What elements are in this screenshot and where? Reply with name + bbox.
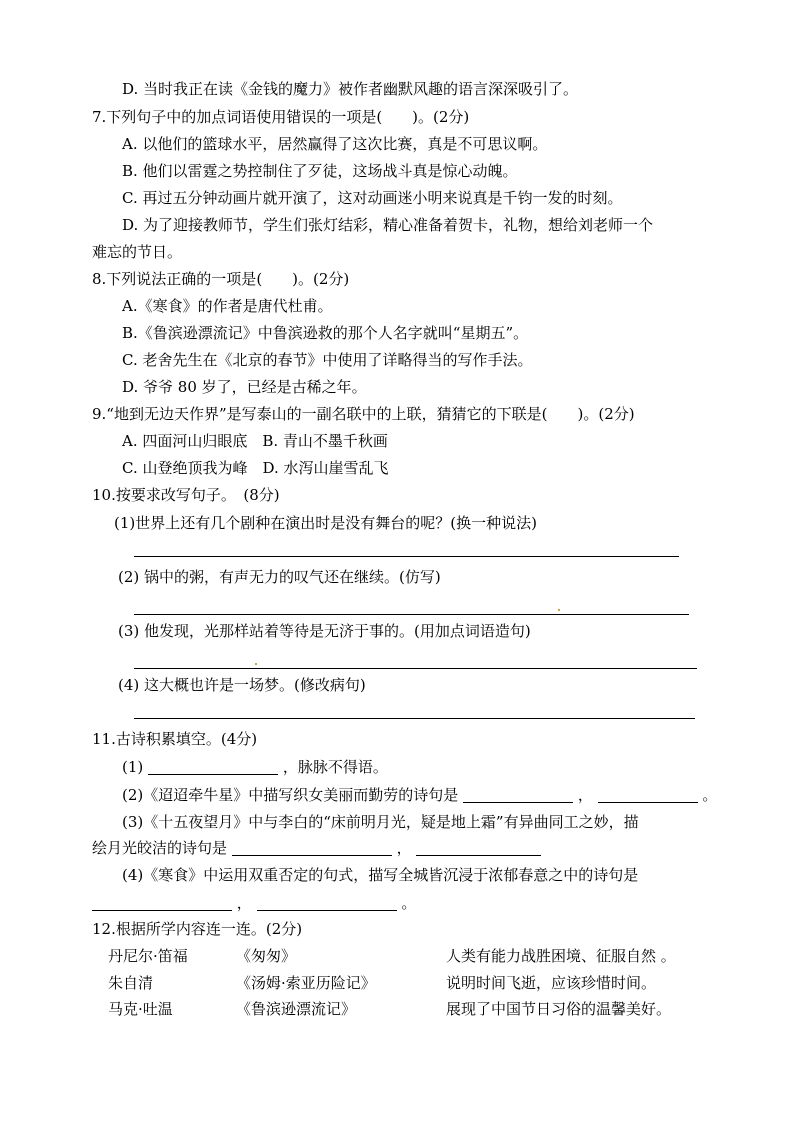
q8-option-c: C. 老舍先生在《北京的春节》中使用了详略得当的写作手法。 — [122, 351, 533, 369]
q11-sub3-line1: (3)《十五夜望月》中与李白的“床前明月光，疑是地上霜”有异曲同工之妙，描 — [122, 813, 639, 831]
q8-option-d: D. 爷爷 80 岁了，已经是古稀之年。 — [122, 378, 367, 396]
q10-sub2: (2) 锅中的粥，有声无力的叹气还在继续。(仿写) — [118, 568, 441, 586]
q12-author-2[interactable]: 朱自清 — [108, 974, 154, 992]
q11-sub3-prefix: 绘月光皎洁的诗句是 — [92, 839, 228, 857]
q10-answer-line-4[interactable] — [134, 718, 695, 719]
q12-author-3[interactable]: 马克·吐温 — [108, 1000, 173, 1018]
q11-blank-1[interactable] — [148, 758, 278, 775]
q11-sub4-line2 — [92, 893, 416, 913]
q10-answer-line-3[interactable] — [134, 668, 697, 669]
q7-option-d-line2: 难忘的节日。 — [92, 243, 183, 261]
q11-period: 。 — [401, 894, 417, 912]
q11-sub2 — [122, 785, 717, 805]
q12-work-1[interactable]: 《匆匆》 — [236, 947, 297, 965]
q10-answer-line-2[interactable] — [134, 614, 689, 615]
q11-blank-3b[interactable] — [416, 839, 541, 856]
q12-author-1[interactable]: 丹尼尔·笛福 — [108, 947, 188, 965]
q7-option-a: A. 以他们的篮球水平，居然赢得了这次比赛，真是不可思议啊。 — [122, 135, 548, 153]
q7-stem: 7.下列句子中的加点词语使用错误的一项是( )。(2分) — [92, 108, 470, 126]
q11-period: 。 — [702, 786, 718, 804]
q10-sub4: (4) 这大概也许是一场梦。(修改病句) — [118, 676, 366, 694]
q11-comma: ， — [396, 839, 412, 857]
q11-sub3-line2 — [92, 838, 541, 858]
q12-theme-1[interactable]: 人类有能力战胜困境、征服自然 。 — [446, 947, 676, 965]
q9-options-ab: A. 四面河山归眼底 B. 青山不墨千秋画 — [122, 432, 388, 450]
q11-blank-2a[interactable] — [463, 786, 573, 803]
q11-blank-4b[interactable] — [257, 894, 397, 911]
q11-comma: ， — [236, 894, 252, 912]
q12-work-3[interactable]: 《鲁滨逊漂流记》 — [236, 1000, 357, 1018]
speck-mark — [255, 663, 257, 665]
q7-option-b: B. 他们以雷霆之势控制住了歹徒，这场战斗真是惊心动魄。 — [122, 162, 518, 180]
q7-option-d-line1: D. 为了迎接教师节，学生们张灯结彩，精心准备着贺卡，礼物，想给刘老师一个 — [122, 216, 654, 234]
speck-mark — [558, 609, 560, 611]
q11-blank-3a[interactable] — [232, 839, 392, 856]
q8-option-b: B.《鲁滨逊漂流记》中鲁滨逊救的那个人名字就叫“星期五”。 — [122, 324, 529, 342]
q8-option-a: A.《寒食》的作者是唐代杜甫。 — [122, 297, 333, 315]
q11-sub4-line1: (4)《寒食》中运用双重否定的句式，描写全城皆沉浸于浓郁春意之中的诗句是 — [122, 866, 639, 884]
q6-option-d: D. 当时我正在读《金钱的魔力》被作者幽默风趣的语言深深吸引了。 — [122, 80, 579, 98]
q10-sub3: (3) 他发现，光那样站着等待是无济于事的。(用加点词语造句) — [118, 622, 531, 640]
q12-stem: 12.根据所学内容连一连。(2分) — [92, 920, 303, 938]
q11-stem: 11.古诗积累填空。(4分) — [92, 730, 258, 748]
q11-blank-4a[interactable] — [92, 894, 232, 911]
q12-theme-2[interactable]: 说明时间飞逝，应该珍惜时间。 — [446, 974, 657, 992]
q11-sub1-suffix: ，脉脉不得语。 — [282, 758, 388, 776]
q8-stem: 8.下列说法正确的一项是( )。(2分) — [92, 270, 350, 288]
q12-theme-3[interactable]: 展现了中国节日习俗的温馨美好。 — [446, 1000, 672, 1018]
q9-stem: 9.“地到无边天作界”是写泰山的一副名联中的上联，猜猜它的下联是( )。(2分) — [92, 405, 635, 423]
q7-option-c: C. 再过五分钟动画片就开演了，这对动画迷小明来说真是千钧一发的时刻。 — [122, 189, 623, 207]
q11-sub1 — [122, 757, 388, 777]
q11-sub1-prefix: (1) — [122, 758, 144, 776]
q12-work-2[interactable]: 《汤姆·索亚历险记》 — [236, 974, 376, 992]
q10-answer-line-1[interactable] — [134, 556, 679, 557]
q11-sub2-prefix: (2)《迢迢牵牛星》中描写织女美丽而勤劳的诗句是 — [122, 786, 459, 804]
q10-stem: 10.按要求改写句子。 (8分) — [92, 486, 280, 504]
q11-blank-2b[interactable] — [598, 786, 698, 803]
q9-options-cd: C. 山登绝顶我为峰 D. 水泻山崖雪乱飞 — [122, 459, 389, 477]
q10-sub1: (1)世界上还有几个剧种在演出时是没有舞台的呢？(换一种说法) — [114, 514, 537, 532]
q11-comma: ， — [577, 786, 593, 804]
